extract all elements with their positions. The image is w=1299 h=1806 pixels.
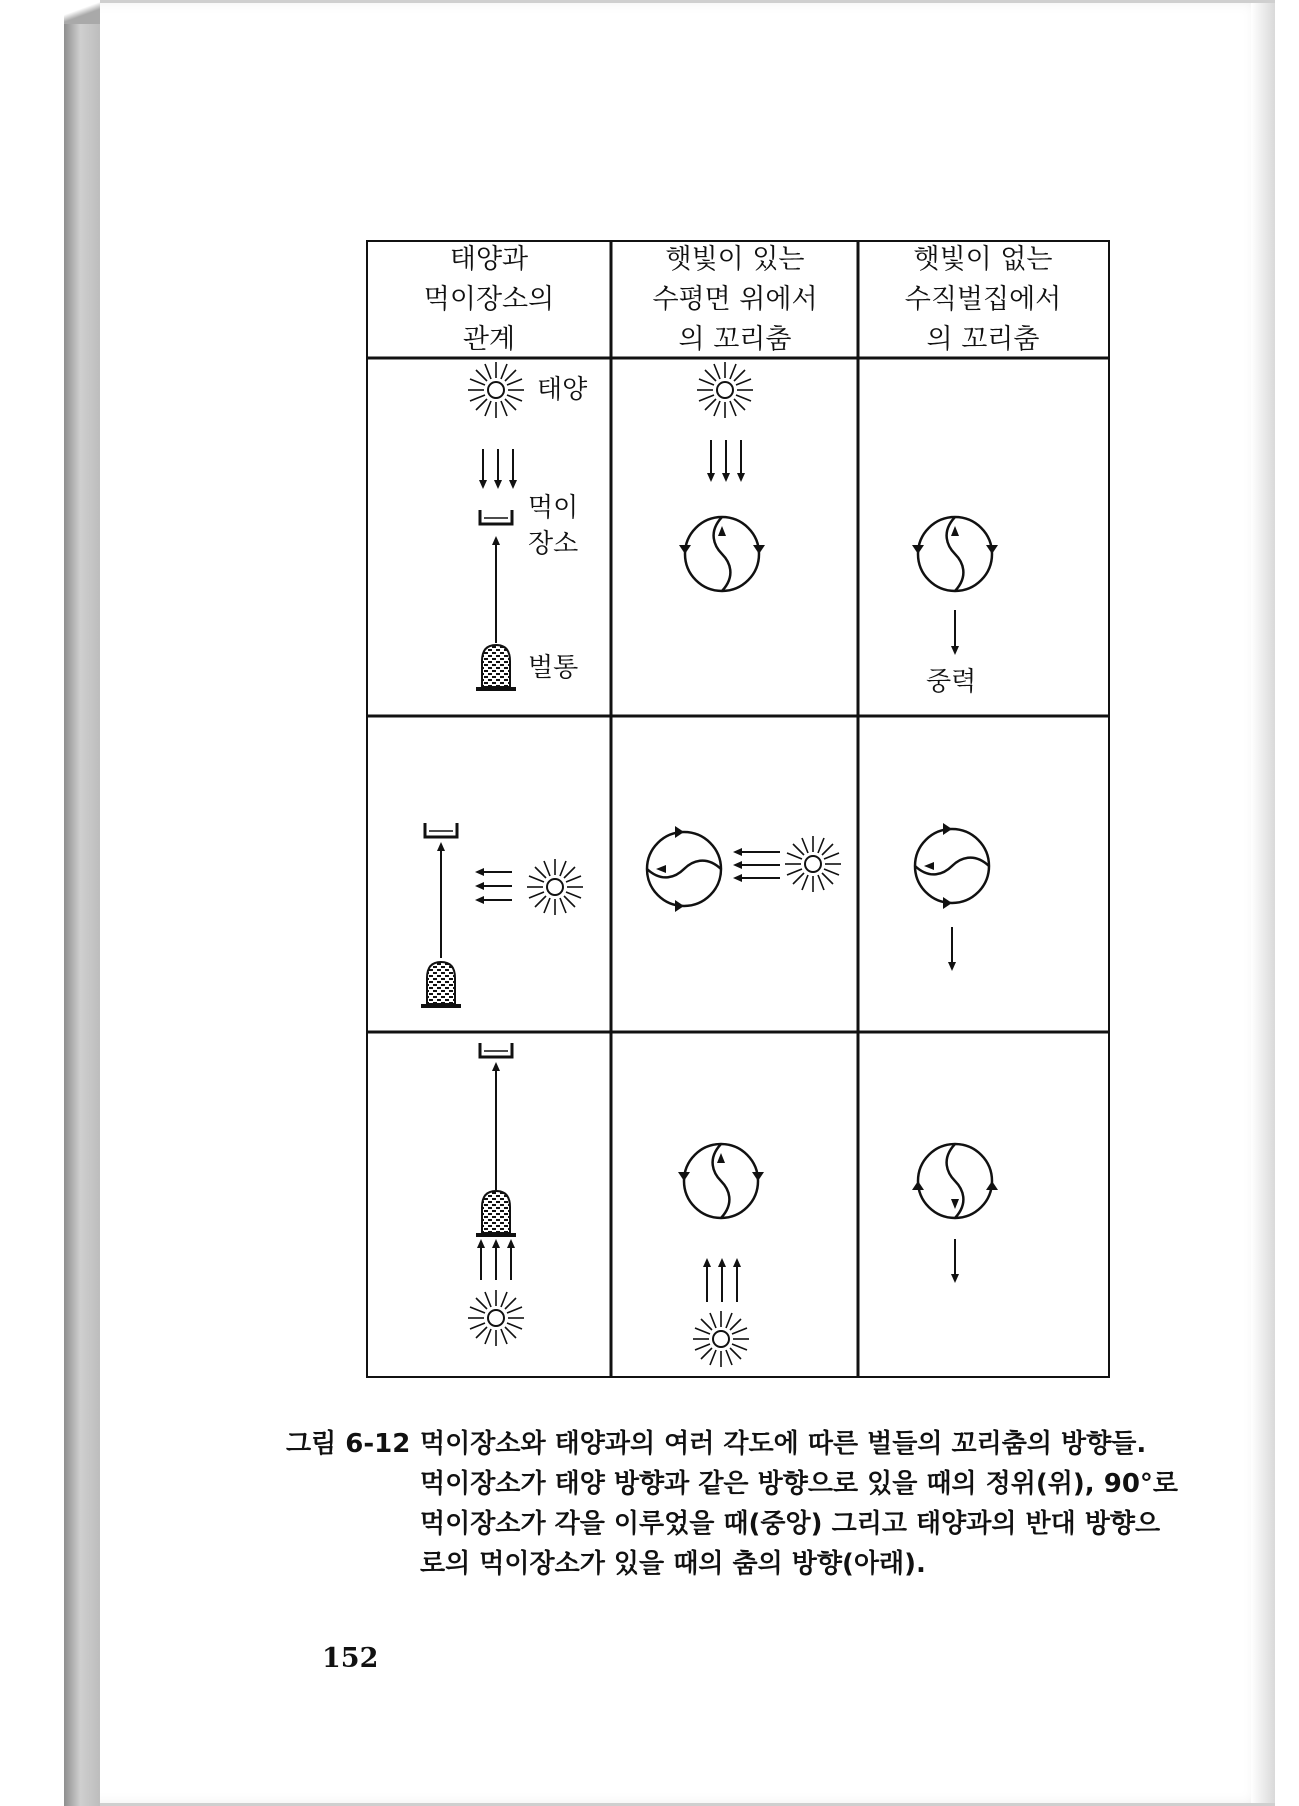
figure-drawing: [366, 240, 1110, 1378]
sun-icon: [468, 1290, 524, 1346]
page-edge-top: [100, 0, 1275, 3]
caption-label: 그림 6-12: [286, 1429, 411, 1459]
row-3-horizontal-dance: [678, 1144, 764, 1367]
food-source-icon: [425, 823, 457, 837]
sun-icon: [693, 1311, 749, 1367]
waggle-dance-icon: [912, 517, 998, 591]
row-1-horizontal-dance: [679, 362, 765, 591]
caption-text: 먹이장소와 태양과의 여러 각도에 따른 벌들의 꼬리춤의 방향들. 먹이장소가 태양 방향과 같은 방향으로 있을 때의 정위(위), 90°로 먹이장소가 각을 이루었을 때(중앙) 그리고 태양과의 반대 방향으로의 먹이장소가 있을 때의 춤의 방향(아래).: [420, 1429, 1179, 1579]
waggle-dance-icon: [912, 1144, 998, 1218]
hive-label: 벌통: [528, 653, 579, 683]
header-horizontal-dance: 햇빛이 있는 수평면 위에서 의 꼬리춤: [652, 244, 818, 355]
sun-label: 태양: [537, 375, 588, 405]
food-source-icon: [480, 510, 512, 524]
waggle-dance-icon: [678, 1144, 764, 1218]
hive-icon: [421, 962, 461, 1008]
gravity-label: 중력: [926, 667, 977, 697]
row-3-vertical-dance: [912, 1144, 998, 1279]
row-1-vertical-dance: [912, 517, 998, 651]
row-1-relation: [468, 362, 524, 691]
table-grid: [366, 240, 1110, 1378]
header-relation: 태양과 먹이장소의 관계: [423, 244, 555, 355]
sun-icon: [468, 362, 524, 418]
sun-icon: [527, 859, 583, 915]
sun-icon: [697, 362, 753, 418]
row-2-vertical-dance: [915, 823, 989, 967]
page-number: 152: [322, 1643, 379, 1674]
page-edge-shadow: [1251, 0, 1275, 1806]
hive-icon: [476, 1191, 516, 1237]
sun-icon: [785, 836, 841, 892]
waggle-dance-icon: [679, 517, 765, 591]
bee-dance-figure: [366, 240, 1110, 1378]
waggle-dance-icon: [915, 823, 989, 909]
book-spine: [64, 0, 100, 1806]
row-3-relation: [468, 1043, 524, 1346]
waggle-dance-icon: [647, 826, 721, 912]
row-2-horizontal-dance: [647, 826, 841, 912]
food-source-label: 먹이 장소: [528, 493, 579, 559]
food-source-icon: [480, 1043, 512, 1057]
row-2-relation: [421, 823, 583, 1008]
hive-icon: [476, 645, 516, 691]
header-vertical-dance: 햇빛이 없는 수직벌집에서 의 꼬리춤: [904, 244, 1062, 355]
